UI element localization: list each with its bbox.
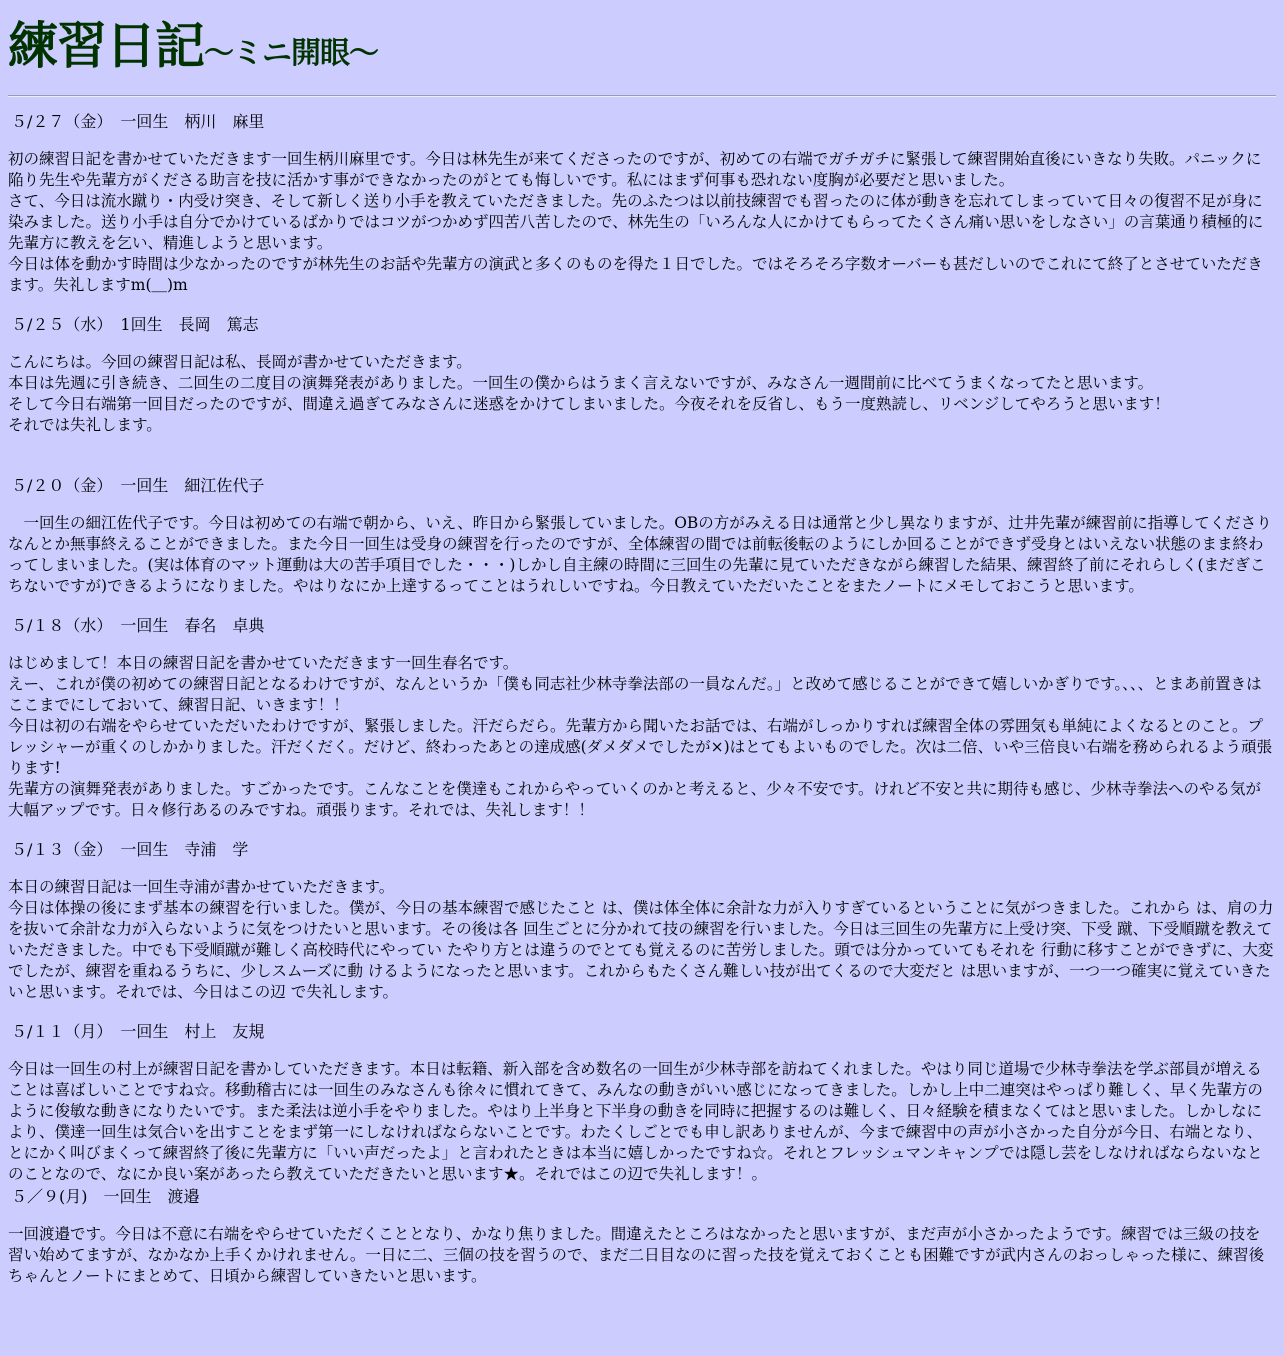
- entry-paragraph: 一回渡邉です。今日は不意に右端をやらせていただくこととなり、かなり焦りました。間違えたところはなかったと思いますが、まだ声が小さかったようです。練習では三級の技を習い始めてますが、なかなか上手くかけれません。一日に二、三個の技を習うので、まだ二日目なのに習った技を覚えておくことも困難ですが武内さんのおっしゃった様に、練習後ちゃんとノートにまとめて、日頃から練習していきたいと思います。: [8, 1225, 1265, 1285]
- entry-heading: ５／９(月) 一回生 渡邉: [11, 1187, 200, 1206]
- entry-body: [8, 352, 1276, 436]
- page-title-sub: ～ミニ開眼～: [204, 36, 378, 71]
- entry-paragraph: さて、今日は流水蹴り・内受け突き、そして新しく送り小手を教えていただきました。先のふたつは以前技練習でも習ったのに体が動きを忘れてしまっていて日々の復習不足が身に染みました。送り小手は自分でかけているばかりではコツがつかめず四苦八苦したので、林先生の「いろんな人にかけてもらってたくさん痛い思いをしなさい」の言葉通り積極的に先輩方に教えを乞い、精進しようと思います。: [8, 192, 1264, 252]
- page-title-main: 練習日記: [8, 17, 204, 75]
- entry-body: [8, 653, 1276, 821]
- entry-body: [8, 877, 1276, 1003]
- entry-paragraph: はじめまして！本日の練習日記を書かせていただきます一回生春名です。: [8, 654, 519, 672]
- entry-paragraph: それでは失礼します。: [8, 416, 162, 434]
- page-title: [8, 17, 1276, 75]
- entry-paragraph: 先輩方の演舞発表がありました。すごかったです。こんなことを僕達もこれからやっていくのかと考えると、少々不安です。けれど不安と共に期待も感じ、少林寺拳法へのやる気が大幅アップです。日々修行あるのみですね。頑張ります。それでは、失礼します！！: [8, 780, 1262, 819]
- entry-paragraph: 今日は初の右端をやらせていただいたわけですが、緊張しました。汗だらだら。先輩方から聞いたお話では、右端がしっかりすれば練習全体の雰囲気も単純によくなるとのこと。プレッシャーが重くのしかかりました。汗だくだく。だけど、終わったあとの達成感(ダメダメでしたが×)はとてもよいものでした。次は二倍、いや三倍良い右端を務められるよう頑張ります!: [8, 717, 1273, 777]
- entry-paragraph: 今日は一回生の村上が練習日記を書かしていただきます。本日は転籍、新入部を含め数名の一回生が少林寺部を訪ねてくれました。やはり同じ道場で少林寺拳法を学ぶ部員が増えることは喜ばしいことですね☆。移動稽古には一回生のみなさんも徐々に慣れてきて、みんなの動きがいい感じになってきました。しかし上中二連突はやっぱり難しく、早く先輩方のように俊敏な動きになりたいです。また柔法は逆小手をやりました。やはり上半身と下半身の動きを同時に把握するのは難しく、日々経験を積まなくてはと思いました。しかしなにより、僕達一回生は気合いを出すことをまず第一にしなければならないことです。わたくしごとでも申し訳ありませんが、今まで練習中の声が小さかった自分が今日、右端となり、とにかく叫びまくって練習終了後に先輩方に「いい声だったよ」と言われたときは本当に嬉しかったですね☆。それとフレッシュマンキャンプでは隠し芸をしなければならないなとのことなので、なにか良い案があったら教えていただきたいと思います★。それではこの辺で失礼します！。: [8, 1060, 1263, 1183]
- entry-body: [8, 149, 1276, 296]
- entry-body: [8, 513, 1276, 597]
- entry-heading: ５/１３（金） 一回生 寺浦 学: [11, 840, 249, 859]
- entry-heading: ５/１８（水） 一回生 春名 卓典: [11, 616, 265, 635]
- entry-paragraph: そして今日右端第一回目だったのですが、間違え過ぎてみなさんに迷惑をかけてしまいました。今夜それを反省し、もう一度熟読し、リベンジしてやろうと思います！: [8, 395, 1170, 413]
- entry-paragraph: 本日は先週に引き続き、二回生の二度目の演舞発表がありました。一回生の僕からはうまく言えないですが、みなさん一週間前に比べてうまくなってたと思います。: [8, 374, 1154, 392]
- entry-paragraph: えー、これが僕の初めての練習日記となるわけですが、なんというか「僕も同志社少林寺拳法部の一員なんだ。」と改めて感じることができて嬉しいかぎりです。、、、とまあ前置きはここまでにしておいて、練習日記、いきます！！: [8, 675, 1262, 714]
- entry-heading: ５/２７（金） 一回生 柄川 麻里: [11, 112, 265, 131]
- entry-paragraph: 今日は体操の後にまず基本の練習を行いました。僕が、今日の基本練習で感じたこと は、僕は体全体に余計な力が入りすぎているということに気がつきました。これから は、肩の力を抜いて余計な力が入らないように気をつけたいと思います。その後は各 回生ごとに分かれて技の練習を行いました。今日は三回生の先輩方に上受け突、下受 蹴、下受順蹴を教えていただきました。中でも下受順蹴が難しく高校時代にやってい たやり方とは違うのでとても覚えるのに苦労しました。頭では分かっていてもそれを 行動に移すことができずに、大変でしたが、練習を重ねるうちに、少しスムーズに動 けるようになったと思います。これからもたくさん難しい技が出てくるので大変だと は思いますが、一つ一つ確実に覚えていきたいと思います。それでは、今日はこの辺 で失礼します。: [8, 899, 1274, 1001]
- entry-heading: ５/１１（月） 一回生 村上 友規: [11, 1022, 265, 1041]
- entry-body: [8, 1059, 1276, 1185]
- entry-body: [8, 1224, 1276, 1287]
- entry-paragraph: 一回生の細江佐代子です。今日は初めての右端で朝から、いえ、昨日から緊張していました。OBの方がみえる日は通常と少し異なりますが、辻井先輩が練習前に指導してくださりなんとか無事終えることができました。また今日一回生は受身の練習を行ったのですが、全体練習の間では前転後転のようにしか回ることができず受身とはいえない状態のまま終わってしまいました。(実は体育のマット運動は大の苦手項目でした・・・)しかし自主練の時間に三回生の先輩に見ていただきながら練習した結果、練習終了前にそれらしく(まだぎこちないですが)できるようになりました。やはりなにか上達するってことはうれしいですね。今日教えていただいたことをまたノートにメモしておこうと思います。: [8, 514, 1272, 595]
- entry-paragraph: 初の練習日記を書かせていただきます一回生柄川麻里です。今日は林先生が来てくださったのですが、初めての右端でガチガチに緊張して練習開始直後にいきなり失敗。パニックに陥り先生や先輩方がくださる助言を技に活かす事ができなかったのがとても悔しいです。私にはまず何事も恐れない度胸が必要だと思いました。: [8, 150, 1262, 189]
- title-divider: [8, 95, 1276, 97]
- entry-heading: ５/２０（金） 一回生 細江佐代子: [11, 476, 265, 495]
- entry-paragraph: こんにちは。今回の練習日記は私、長岡が書かせていただきます。: [8, 353, 472, 371]
- entry-paragraph: 本日の練習日記は一回生寺浦が書かせていただきます。: [8, 878, 395, 896]
- entry-paragraph: 今日は体を動かす時間は少なかったのですが林先生のお話や先輩方の演武と多くのものを得た１日でした。ではそろそろ字数オーバーも甚だしいのでこれにて終了とさせていただきます。失礼しますm(＿)m: [8, 255, 1263, 294]
- page: [0, 17, 1284, 1287]
- entry-heading: ５/２５（水） 1回生 長岡 篤志: [11, 315, 259, 334]
